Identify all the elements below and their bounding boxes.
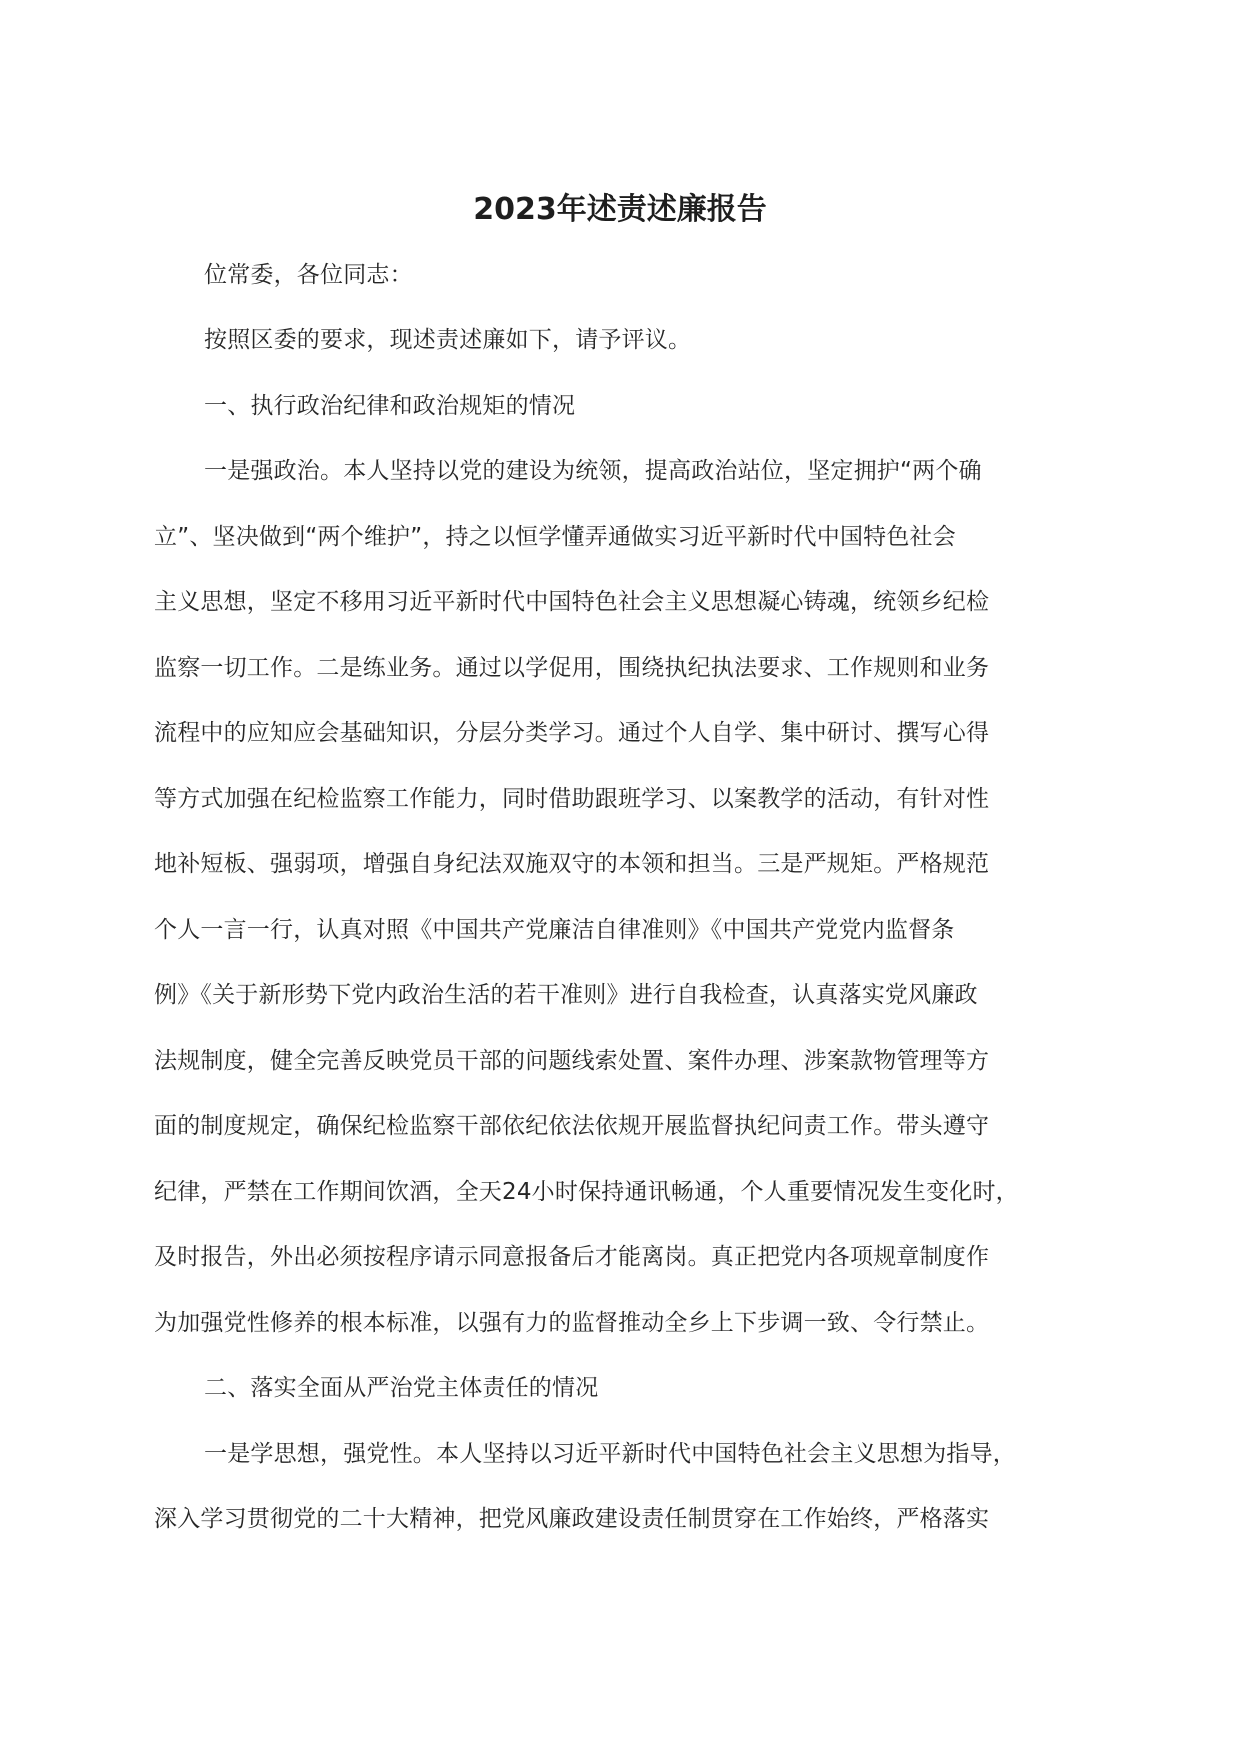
paragraph-line: 法规制度，健全完善反映党员干部的问题线索处置、案件办理、涉案款物管理等方 (154, 1048, 990, 1074)
paragraph-line: 监察一切工作。二是练业务。通过以学促用，围绕执纪执法要求、工作规则和业务 (154, 655, 990, 681)
paragraph-line: 为加强党性修养的根本标准，以强有力的监督推动全乡上下步调一致、令行禁止。 (154, 1310, 990, 1336)
salutation: 位常委，各位同志： (204, 262, 413, 288)
paragraph-line: 地补短板、强弱项，增强自身纪法双施双守的本领和担当。三是严规矩。严格规范 (154, 851, 990, 877)
paragraph-line: 流程中的应知应会基础知识，分层分类学习。通过个人自学、集中研讨、撰写心得 (154, 720, 990, 746)
paragraph-line: 纪律，严禁在工作期间饮酒，全天24小时保持通讯畅通，个人重要情况发生变化时， (154, 1179, 1019, 1205)
document-title: 2023年述责述廉报告 (473, 192, 767, 227)
section-heading: 一、执行政治纪律和政治规矩的情况 (204, 393, 576, 419)
section-heading: 二、落实全面从严治党主体责任的情况 (204, 1375, 599, 1401)
paragraph-line: 等方式加强在纪检监察工作能力，同时借助跟班学习、以案教学的活动，有针对性 (154, 786, 990, 812)
paragraph-line: 个人一言一行，认真对照《中国共产党廉洁自律准则》《中国共产党党内监督条 (154, 917, 955, 943)
paragraph-line: 立”、坚决做到“两个维护”，持之以恒学懂弄通做实习近平新时代中国特色社会 (154, 524, 956, 550)
paragraph-line: 一是学思想，强党性。本人坚持以习近平新时代中国特色社会主义思想为指导， (204, 1441, 1016, 1467)
paragraph-line: 面的制度规定，确保纪检监察干部依纪依法依规开展监督执纪问责工作。带头遵守 (154, 1113, 990, 1139)
paragraph-line: 深入学习贯彻党的二十大精神，把党风廉政建设责任制贯穿在工作始终，严格落实 (154, 1506, 990, 1532)
paragraph-line: 按照区委的要求，现述责述廉如下，请予评议。 (204, 327, 692, 353)
paragraph-line: 及时报告，外出必须按程序请示同意报备后才能离岗。真正把党内各项规章制度作 (154, 1244, 990, 1270)
paragraph-line: 例》《关于新形势下党内政治生活的若干准则》进行自我检查，认真落实党风廉政 (154, 982, 978, 1008)
paragraph-line: 一是强政治。本人坚持以党的建设为统领，提高政治站位，坚定拥护“两个确 (204, 458, 982, 484)
paragraph-line: 主义思想，坚定不移用习近平新时代中国特色社会主义思想凝心铸魂，统领乡纪检 (154, 589, 990, 615)
